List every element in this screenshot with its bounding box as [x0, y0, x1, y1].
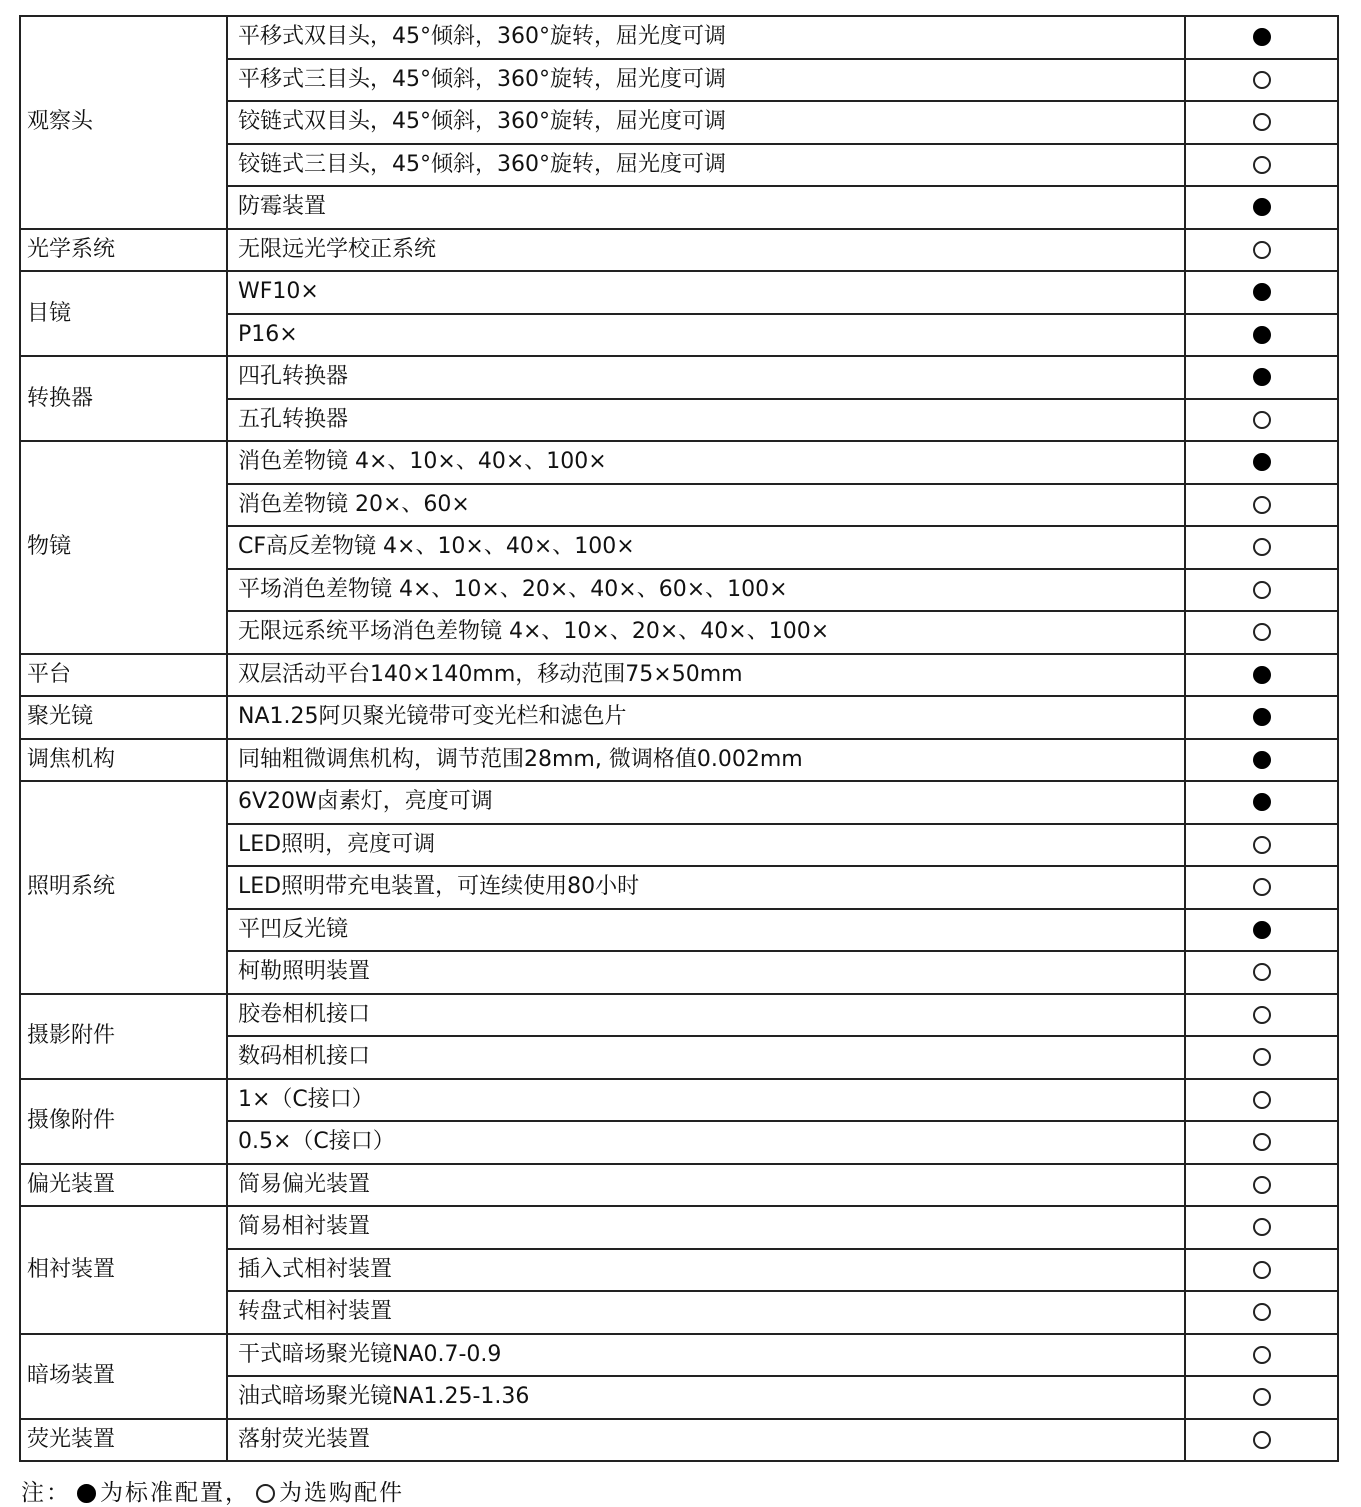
item-cell: 6V20W卤素灯，亮度可调: [227, 781, 1185, 824]
config-mark-cell: [1185, 144, 1338, 187]
item-cell: 双层活动平台140×140mm，移动范围75×50mm: [227, 654, 1185, 697]
config-mark-cell: [1185, 1164, 1338, 1207]
table-row: [20, 1419, 1338, 1462]
category-cell: 暗场装置: [20, 1334, 227, 1419]
config-mark-cell: [1185, 1376, 1338, 1419]
empty-dot-icon: [1253, 496, 1271, 514]
config-mark-cell: [1185, 356, 1338, 399]
item-cell: WF10×: [227, 271, 1185, 314]
filled-dot-icon: [1253, 283, 1271, 301]
empty-dot-icon: [1253, 538, 1271, 556]
item-cell: P16×: [227, 314, 1185, 357]
config-mark-cell: [1185, 1249, 1338, 1292]
item-cell: 平移式三目头，45°倾斜，360°旋转，屈光度可调: [227, 59, 1185, 102]
filled-dot-icon: [1253, 368, 1271, 386]
config-mark-cell: [1185, 654, 1338, 697]
category-cell: 荧光装置: [20, 1419, 227, 1462]
empty-dot-icon: [1253, 113, 1271, 131]
table-row: [20, 1334, 1338, 1377]
item-cell: LED照明带充电装置，可连续使用80小时: [227, 866, 1185, 909]
category-cell: 平台: [20, 654, 227, 697]
filled-dot-icon: [1253, 751, 1271, 769]
item-cell: 铰链式双目头，45°倾斜，360°旋转，屈光度可调: [227, 101, 1185, 144]
item-cell: 无限远光学校正系统: [227, 229, 1185, 272]
config-mark-cell: [1185, 1079, 1338, 1122]
item-cell: 数码相机接口: [227, 1036, 1185, 1079]
category-cell: 偏光装置: [20, 1164, 227, 1207]
empty-dot-icon: [1253, 241, 1271, 259]
item-cell: LED照明，亮度可调: [227, 824, 1185, 867]
item-cell: CF高反差物镜 4×、10×、40×、100×: [227, 526, 1185, 569]
table-row: [20, 654, 1338, 697]
category-cell: 光学系统: [20, 229, 227, 272]
config-mark-cell: [1185, 229, 1338, 272]
config-mark-cell: [1185, 781, 1338, 824]
item-cell: 胶卷相机接口: [227, 994, 1185, 1037]
item-cell: 插入式相衬装置: [227, 1249, 1185, 1292]
empty-dot-icon: [1253, 1388, 1271, 1406]
table-row: [20, 1079, 1338, 1122]
empty-dot-icon: [256, 1484, 275, 1503]
item-cell: 1×（C接口）: [227, 1079, 1185, 1122]
empty-dot-icon: [1253, 623, 1271, 641]
empty-dot-icon: [1253, 71, 1271, 89]
config-mark-cell: [1185, 611, 1338, 654]
item-cell: NA1.25阿贝聚光镜带可变光栏和滤色片: [227, 696, 1185, 739]
config-mark-cell: [1185, 739, 1338, 782]
table-row: [20, 696, 1338, 739]
item-cell: 0.5×（C接口）: [227, 1121, 1185, 1164]
category-cell: 目镜: [20, 271, 227, 356]
legend-standard-text: 为标准配置，: [100, 1480, 250, 1506]
config-mark-cell: [1185, 1036, 1338, 1079]
config-mark-cell: [1185, 399, 1338, 442]
category-cell: 调焦机构: [20, 739, 227, 782]
empty-dot-icon: [1253, 1133, 1271, 1151]
empty-dot-icon: [1253, 1091, 1271, 1109]
item-cell: 铰链式三目头，45°倾斜，360°旋转，屈光度可调: [227, 144, 1185, 187]
table-row: [20, 441, 1338, 484]
category-cell: 观察头: [20, 16, 227, 229]
empty-dot-icon: [1253, 1261, 1271, 1279]
config-mark-cell: [1185, 314, 1338, 357]
legend: [21, 1479, 404, 1507]
filled-dot-icon: [1253, 666, 1271, 684]
item-cell: 平凹反光镜: [227, 909, 1185, 952]
config-mark-cell: [1185, 994, 1338, 1037]
item-cell: 柯勒照明装置: [227, 951, 1185, 994]
item-cell: 五孔转换器: [227, 399, 1185, 442]
empty-dot-icon: [1253, 581, 1271, 599]
filled-dot-icon: [1253, 921, 1271, 939]
filled-dot-icon: [77, 1484, 96, 1503]
config-mark-cell: [1185, 186, 1338, 229]
item-cell: 转盘式相衬装置: [227, 1291, 1185, 1334]
filled-dot-icon: [1253, 28, 1271, 46]
item-cell: 防霉装置: [227, 186, 1185, 229]
table-row: [20, 739, 1338, 782]
item-cell: 消色差物镜 20×、60×: [227, 484, 1185, 527]
config-mark-cell: [1185, 1291, 1338, 1334]
config-mark-cell: [1185, 59, 1338, 102]
config-mark-cell: [1185, 1121, 1338, 1164]
item-cell: 平移式双目头，45°倾斜，360°旋转，屈光度可调: [227, 16, 1185, 59]
empty-dot-icon: [1253, 1218, 1271, 1236]
table-row: [20, 1164, 1338, 1207]
spec-table-body: [20, 16, 1338, 1461]
empty-dot-icon: [1253, 1006, 1271, 1024]
item-cell: 干式暗场聚光镜NA0.7-0.9: [227, 1334, 1185, 1377]
config-mark-cell: [1185, 824, 1338, 867]
config-mark-cell: [1185, 271, 1338, 314]
category-cell: 照明系统: [20, 781, 227, 994]
config-mark-cell: [1185, 16, 1338, 59]
item-cell: 油式暗场聚光镜NA1.25-1.36: [227, 1376, 1185, 1419]
item-cell: 平场消色差物镜 4×、10×、20×、40×、60×、100×: [227, 569, 1185, 612]
config-mark-cell: [1185, 441, 1338, 484]
category-cell: 聚光镜: [20, 696, 227, 739]
table-row: [20, 781, 1338, 824]
config-mark-cell: [1185, 526, 1338, 569]
item-cell: 无限远系统平场消色差物镜 4×、10×、20×、40×、100×: [227, 611, 1185, 654]
category-cell: 摄像附件: [20, 1079, 227, 1164]
filled-dot-icon: [1253, 198, 1271, 216]
empty-dot-icon: [1253, 1431, 1271, 1449]
item-cell: 落射荧光装置: [227, 1419, 1185, 1462]
config-mark-cell: [1185, 1419, 1338, 1462]
legend-prefix: 注：: [21, 1480, 71, 1506]
item-cell: 同轴粗微调焦机构，调节范围28mm, 微调格值0.002mm: [227, 739, 1185, 782]
category-cell: 摄影附件: [20, 994, 227, 1079]
table-row: [20, 1206, 1338, 1249]
config-mark-cell: [1185, 909, 1338, 952]
category-cell: 转换器: [20, 356, 227, 441]
table-row: [20, 994, 1338, 1037]
empty-dot-icon: [1253, 878, 1271, 896]
config-mark-cell: [1185, 484, 1338, 527]
filled-dot-icon: [1253, 708, 1271, 726]
item-cell: 消色差物镜 4×、10×、40×、100×: [227, 441, 1185, 484]
table-row: [20, 229, 1338, 272]
filled-dot-icon: [1253, 453, 1271, 471]
table-row: [20, 271, 1338, 314]
category-cell: 相衬装置: [20, 1206, 227, 1334]
item-cell: 四孔转换器: [227, 356, 1185, 399]
config-mark-cell: [1185, 101, 1338, 144]
empty-dot-icon: [1253, 963, 1271, 981]
legend-optional-text: 为选购配件: [279, 1480, 404, 1506]
category-cell: 物镜: [20, 441, 227, 654]
config-mark-cell: [1185, 951, 1338, 994]
config-mark-cell: [1185, 1334, 1338, 1377]
filled-dot-icon: [1253, 793, 1271, 811]
spec-table: [19, 15, 1339, 1462]
empty-dot-icon: [1253, 1303, 1271, 1321]
empty-dot-icon: [1253, 1346, 1271, 1364]
item-cell: 简易相衬装置: [227, 1206, 1185, 1249]
config-mark-cell: [1185, 1206, 1338, 1249]
config-mark-cell: [1185, 569, 1338, 612]
empty-dot-icon: [1253, 411, 1271, 429]
item-cell: 简易偏光装置: [227, 1164, 1185, 1207]
config-mark-cell: [1185, 696, 1338, 739]
empty-dot-icon: [1253, 1048, 1271, 1066]
empty-dot-icon: [1253, 836, 1271, 854]
table-row: [20, 356, 1338, 399]
empty-dot-icon: [1253, 156, 1271, 174]
filled-dot-icon: [1253, 326, 1271, 344]
config-mark-cell: [1185, 866, 1338, 909]
table-row: [20, 16, 1338, 59]
empty-dot-icon: [1253, 1176, 1271, 1194]
